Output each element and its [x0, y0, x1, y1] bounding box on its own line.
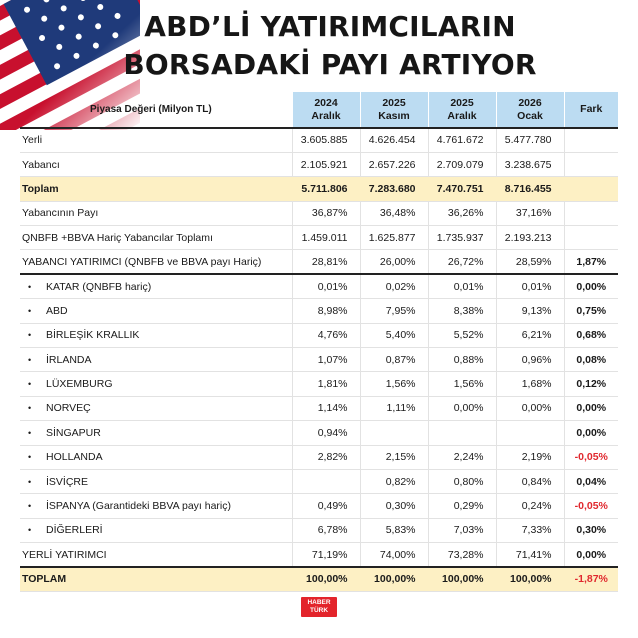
value-cell: 100,00%	[360, 567, 428, 591]
row-label: Yabancının Payı	[20, 201, 292, 225]
value-cell: 0,88%	[428, 348, 496, 372]
fark-cell: 0,00%	[564, 421, 618, 445]
row-label: • HOLLANDA	[20, 445, 292, 469]
row-label: • DİĞERLERİ	[20, 518, 292, 542]
bullet-icon: •	[28, 403, 32, 414]
value-cell: 0,96%	[496, 348, 564, 372]
table-row	[20, 201, 618, 225]
table-row	[20, 323, 618, 347]
period-header: 2026 Ocak	[496, 92, 564, 128]
table-row	[20, 469, 618, 493]
table-row	[20, 421, 618, 445]
value-cell: 1.459.011	[292, 226, 360, 250]
table-row	[20, 250, 618, 274]
value-cell: 7,95%	[360, 299, 428, 323]
fark-cell: -1,87%	[564, 567, 618, 591]
fark-cell	[564, 128, 618, 152]
value-cell: 1,68%	[496, 372, 564, 396]
value-cell: 1.625.877	[360, 226, 428, 250]
value-cell: 8,38%	[428, 299, 496, 323]
market-value-table	[20, 92, 618, 592]
title-line-2: BORSADAKİ PAYI ARTIYOR	[123, 48, 537, 81]
label-column-header: Piyasa Değeri (Milyon TL)	[90, 104, 212, 115]
value-cell: 2.709.079	[428, 152, 496, 176]
fark-cell: 0,12%	[564, 372, 618, 396]
bullet-icon: •	[28, 379, 32, 390]
value-cell: 26,72%	[428, 250, 496, 274]
value-cell: 4.626.454	[360, 128, 428, 152]
row-label: TOPLAM	[20, 567, 292, 591]
value-cell: 1,56%	[428, 372, 496, 396]
bullet-icon: •	[28, 354, 32, 365]
value-cell: 0,02%	[360, 274, 428, 298]
fark-cell: 0,68%	[564, 323, 618, 347]
table-row	[20, 299, 618, 323]
value-cell: 6,78%	[292, 518, 360, 542]
value-cell: 1,07%	[292, 348, 360, 372]
fark-cell	[564, 226, 618, 250]
fark-cell: 0,75%	[564, 299, 618, 323]
table-row	[20, 348, 618, 372]
row-label: Toplam	[20, 177, 292, 201]
value-cell	[292, 469, 360, 493]
value-cell: 0,00%	[496, 396, 564, 420]
value-cell: 2,15%	[360, 445, 428, 469]
fark-cell: 0,00%	[564, 543, 618, 567]
table-row	[20, 494, 618, 518]
fark-cell: 1,87%	[564, 250, 618, 274]
value-cell: 26,00%	[360, 250, 428, 274]
fark-cell: 0,00%	[564, 274, 618, 298]
table-row	[20, 445, 618, 469]
value-cell: 1,56%	[360, 372, 428, 396]
value-cell: 0,01%	[292, 274, 360, 298]
row-label: • NORVEÇ	[20, 396, 292, 420]
value-cell: 5.711.806	[292, 177, 360, 201]
value-cell: 0,84%	[496, 469, 564, 493]
bullet-icon: •	[28, 476, 32, 487]
table-row	[20, 152, 618, 176]
table-row	[20, 274, 618, 298]
value-cell	[428, 421, 496, 445]
value-cell: 100,00%	[496, 567, 564, 591]
value-cell: 4.761.672	[428, 128, 496, 152]
row-label: • KATAR (QNBFB hariç)	[20, 274, 292, 298]
fark-cell	[564, 201, 618, 225]
fark-cell	[564, 152, 618, 176]
value-cell: 36,26%	[428, 201, 496, 225]
value-cell: 5,83%	[360, 518, 428, 542]
value-cell: 9,13%	[496, 299, 564, 323]
fark-cell: 0,04%	[564, 469, 618, 493]
value-cell: 2,24%	[428, 445, 496, 469]
bullet-icon: •	[28, 525, 32, 536]
value-cell: 0,82%	[360, 469, 428, 493]
value-cell: 0,00%	[428, 396, 496, 420]
title-line-1: ABD’Lİ YATIRIMCILARIN	[144, 10, 516, 43]
value-cell: 7,33%	[496, 518, 564, 542]
row-label: • SİNGAPUR	[20, 421, 292, 445]
value-cell: 0,01%	[428, 274, 496, 298]
value-cell: 100,00%	[428, 567, 496, 591]
value-cell: 5,40%	[360, 323, 428, 347]
value-cell: 74,00%	[360, 543, 428, 567]
value-cell: 7.470.751	[428, 177, 496, 201]
value-cell: 0,24%	[496, 494, 564, 518]
value-cell	[496, 421, 564, 445]
value-cell: 5.477.780	[496, 128, 564, 152]
value-cell: 7.283.680	[360, 177, 428, 201]
value-cell: 5,52%	[428, 323, 496, 347]
row-label: • BİRLEŞİK KRALLIK	[20, 323, 292, 347]
value-cell: 37,16%	[496, 201, 564, 225]
row-label: • İRLANDA	[20, 348, 292, 372]
value-cell: 71,19%	[292, 543, 360, 567]
fark-cell: -0,05%	[564, 445, 618, 469]
fark-cell	[564, 177, 618, 201]
table-row	[20, 518, 618, 542]
value-cell: 0,29%	[428, 494, 496, 518]
period-header: 2024 Aralık	[292, 92, 360, 128]
value-cell: 4,76%	[292, 323, 360, 347]
bullet-icon: •	[28, 427, 32, 438]
value-cell: 8,98%	[292, 299, 360, 323]
period-header: 2025 Kasım	[360, 92, 428, 128]
value-cell: 0,30%	[360, 494, 428, 518]
table-row	[20, 396, 618, 420]
value-cell: 2,19%	[496, 445, 564, 469]
row-label: • LÜXEMBURG	[20, 372, 292, 396]
value-cell: 7,03%	[428, 518, 496, 542]
bullet-icon: •	[28, 330, 32, 341]
row-label: • ABD	[20, 299, 292, 323]
period-header: 2025 Aralık	[428, 92, 496, 128]
value-cell: 6,21%	[496, 323, 564, 347]
table-row	[20, 177, 618, 201]
value-cell: 8.716.455	[496, 177, 564, 201]
fark-cell: -0,05%	[564, 494, 618, 518]
value-cell: 71,41%	[496, 543, 564, 567]
row-label: • İSVİÇRE	[20, 469, 292, 493]
row-label: YERLİ YATIRIMCI	[20, 543, 292, 567]
bullet-icon: •	[28, 305, 32, 316]
value-cell	[360, 421, 428, 445]
row-label: QNBFB +BBVA Hariç Yabancılar Toplamı	[20, 226, 292, 250]
value-cell: 36,87%	[292, 201, 360, 225]
table-row	[20, 372, 618, 396]
fark-cell: 0,00%	[564, 396, 618, 420]
value-cell: 28,59%	[496, 250, 564, 274]
value-cell: 1,81%	[292, 372, 360, 396]
value-cell: 2.105.921	[292, 152, 360, 176]
row-label: YABANCI YATIRIMCI (QNBFB ve BBVA payı Hariç)	[20, 250, 292, 274]
value-cell: 0,80%	[428, 469, 496, 493]
page-title	[120, 8, 540, 84]
value-cell: 1.735.937	[428, 226, 496, 250]
value-cell: 2.657.226	[360, 152, 428, 176]
value-cell: 0,87%	[360, 348, 428, 372]
value-cell: 2.193.213	[496, 226, 564, 250]
bullet-icon: •	[28, 501, 32, 512]
table-row	[20, 543, 618, 567]
value-cell: 100,00%	[292, 567, 360, 591]
value-cell: 0,94%	[292, 421, 360, 445]
row-label: Yabancı	[20, 152, 292, 176]
fark-cell: 0,30%	[564, 518, 618, 542]
table-row	[20, 226, 618, 250]
table-row	[20, 128, 618, 152]
value-cell: 1,11%	[360, 396, 428, 420]
value-cell: 1,14%	[292, 396, 360, 420]
row-label: Yerli	[20, 128, 292, 152]
row-label: • İSPANYA (Garantideki BBVA payı hariç)	[20, 494, 292, 518]
value-cell: 36,48%	[360, 201, 428, 225]
bullet-icon: •	[28, 281, 32, 292]
haberturk-logo: HABER TÜRK	[301, 597, 337, 617]
value-cell: 3.238.675	[496, 152, 564, 176]
value-cell: 0,49%	[292, 494, 360, 518]
value-cell: 2,82%	[292, 445, 360, 469]
value-cell: 3.605.885	[292, 128, 360, 152]
value-cell: 28,81%	[292, 250, 360, 274]
table-header-row	[20, 92, 618, 128]
value-cell: 73,28%	[428, 543, 496, 567]
value-cell: 0,01%	[496, 274, 564, 298]
bullet-icon: •	[28, 452, 32, 463]
fark-column-header: Fark	[564, 92, 618, 128]
fark-cell: 0,08%	[564, 348, 618, 372]
table-row	[20, 567, 618, 591]
